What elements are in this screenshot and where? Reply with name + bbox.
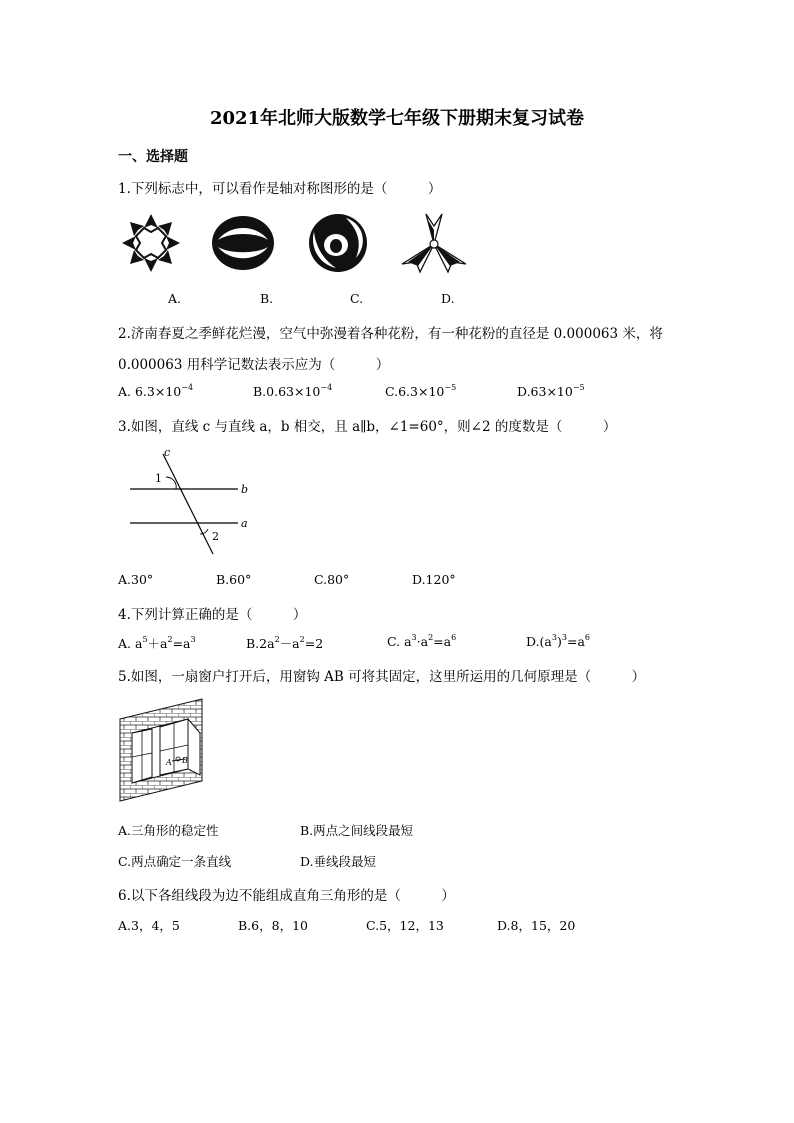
page-title: 2021年北师大版数学七年级下册期末复习试卷	[209, 108, 585, 129]
q1-option-b[interactable]: B.	[260, 291, 274, 306]
label-point-b: B	[182, 756, 188, 765]
q2-option-a[interactable]: A. $6.3\times 10^{-4}$	[118, 383, 194, 399]
section-heading: 一、选择题	[118, 149, 188, 165]
question-6-stem: 6.以下各组线段为边不能组成直角三角形的是（ ）	[118, 888, 455, 904]
question-2-stem-line-1: 2.济南春夏之季鲜花烂漫，空气中弥漫着各种花粉，有一种花粉的直径是 0.000063 米，将	[118, 326, 663, 342]
q1-option-c[interactable]: C.	[350, 291, 364, 306]
label-c: c	[164, 448, 171, 459]
question-2-stem-line-2: 0.000063 用科学记数法表示应为（ ）	[118, 357, 390, 373]
q4-option-a[interactable]: A. $a^5+a^2=a^3$	[118, 635, 196, 651]
parallel-lines-figure	[120, 448, 260, 560]
logo-a-figure	[120, 212, 182, 274]
label-angle-1: 1	[155, 472, 162, 485]
window-figure	[118, 697, 204, 803]
q5-option-c[interactable]: C.两点确定一条直线	[118, 854, 232, 869]
q5-option-a[interactable]: A.三角形的稳定性	[118, 823, 219, 838]
q1-option-a[interactable]: A.	[168, 291, 182, 306]
line-c	[163, 454, 213, 554]
q5-option-b[interactable]: B.两点之间线段最短	[300, 823, 414, 838]
q3-option-b[interactable]: B.60°	[216, 572, 252, 587]
label-point-a: A	[166, 758, 172, 767]
label-b: b	[241, 483, 249, 496]
logo-c-figure	[306, 212, 370, 274]
q6-option-d[interactable]: D.8，15，20	[497, 918, 576, 933]
angle-1-arc	[166, 477, 176, 489]
question-3-stem: 3.如图，直线 c 与直线 a，b 相交，且 a∥b，∠1=60°，则∠2 的度数是（ ）	[118, 419, 617, 435]
q4-option-d[interactable]: $D.(a^3)^3=a^6$	[526, 633, 590, 649]
q3-option-c[interactable]: C.80°	[314, 572, 350, 587]
q3-option-a[interactable]: A.30°	[118, 572, 154, 587]
q2-option-d[interactable]: $D.63\times 10^{-5}$	[517, 383, 585, 399]
label-a: a	[241, 517, 248, 530]
question-5-stem: 5.如图，一扇窗户打开后，用窗钩 AB 可将其固定，这里所运用的几何原理是（ ）	[118, 669, 646, 685]
q4-option-b[interactable]: $B.2a^2-a^2=2$	[246, 635, 324, 651]
q6-option-a[interactable]: A.3，4，5	[118, 918, 180, 933]
question-4-stem: 4.下列计算正确的是（ ）	[118, 607, 307, 623]
q6-option-b[interactable]: B.6，8，10	[238, 918, 308, 933]
q5-option-d[interactable]: D.垂线段最短	[300, 854, 377, 869]
logo-d-figure	[398, 210, 470, 274]
q1-option-d[interactable]: D.	[441, 291, 455, 306]
q4-option-c[interactable]: C. $a^3\cdot a^2=a^6$	[387, 633, 457, 649]
q6-option-c[interactable]: C.5，12，13	[366, 918, 444, 933]
label-angle-2: 2	[212, 530, 219, 543]
q2-option-b[interactable]: $B.0.63\times 10^{-4}$	[253, 383, 333, 399]
q2-option-c[interactable]: $C.6.3\times 10^{-5}$	[385, 383, 457, 399]
q3-option-d[interactable]: D.120°	[412, 572, 456, 587]
question-1-stem: 1.下列标志中，可以看作是轴对称图形的是（ ）	[118, 181, 442, 197]
logo-b-figure	[210, 214, 276, 272]
